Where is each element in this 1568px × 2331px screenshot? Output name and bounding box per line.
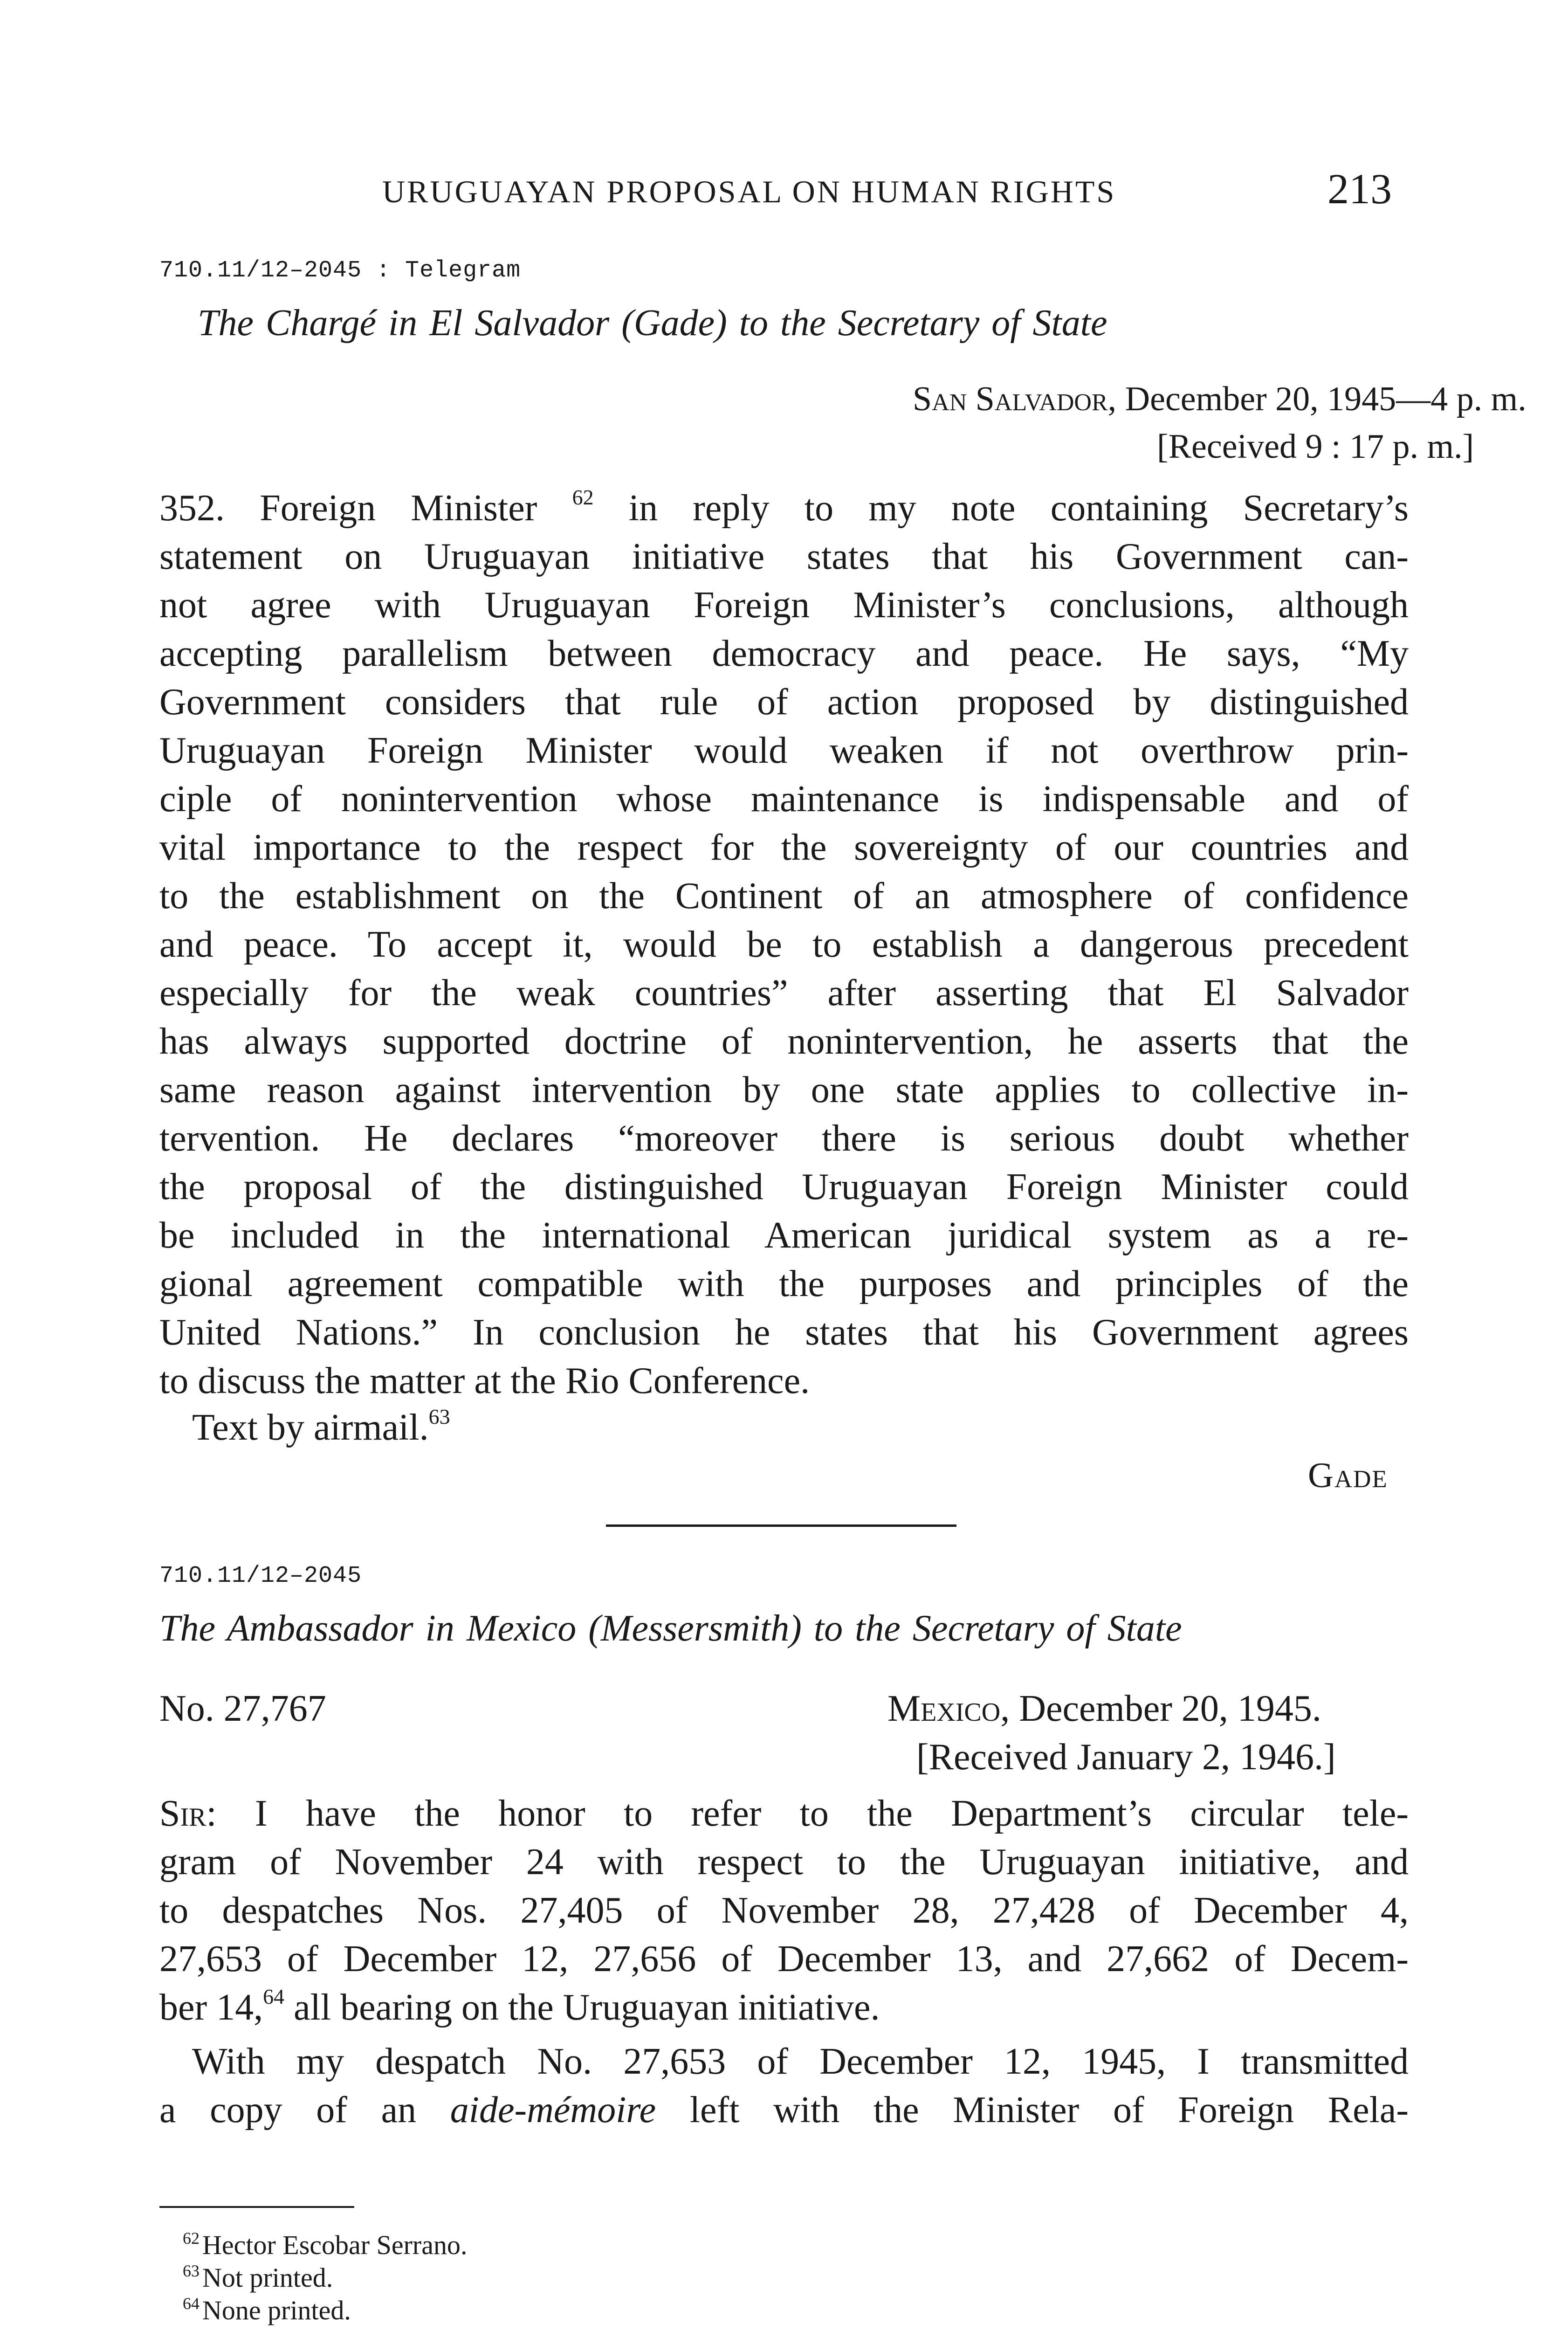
text-span: ber 14, (159, 1987, 263, 2028)
dateline (913, 379, 1527, 419)
paragraph-line (159, 2087, 1409, 2133)
footnote-text: Hector Escobar Serrano. (202, 2230, 468, 2260)
paragraph-line: vital importance to the respect for the sovereignty of our countries and (159, 827, 1409, 868)
footnote-ref: 62 (572, 485, 594, 509)
paragraph-line: statement on Uruguayan initiative states that his Government can- (159, 536, 1409, 577)
footnote-mark: 64 (183, 2294, 199, 2313)
italic-term: aide-mémoire (450, 2090, 656, 2131)
salutation: Sir (159, 1793, 206, 1834)
paragraph-line: United Nations.” In conclusion he states that his Government agrees (159, 1312, 1409, 1353)
footnote (183, 2287, 351, 2327)
text-span: all bearing on the Uruguayan initiative. (284, 1987, 880, 2028)
paragraph-line: to the establishment on the Continent of an atmosphere of confidence (159, 876, 1409, 917)
signature: Gade (1308, 1456, 1388, 1495)
running-head: URUGUAYAN PROPOSAL ON HUMAN RIGHTS (382, 174, 1116, 209)
dateline-place: Mexico (887, 1688, 1001, 1729)
footnote-ref: 63 (428, 1405, 450, 1428)
paragraph-line: to discuss the matter at the Rio Conference. (159, 1360, 810, 1401)
paragraph-line: Uruguayan Foreign Minister would weaken if not overthrow prin- (159, 730, 1409, 771)
text-span: Text by airmail. (192, 1407, 429, 1448)
paragraph-line: 27,653 of December 12, 27,656 of December 13, and 27,662 of Decem- (159, 1938, 1409, 1979)
text-span: in reply to my note containing Secretary’s (628, 488, 1409, 529)
text-span: a copy of an (159, 2090, 450, 2131)
paragraph-line (159, 1790, 1409, 1837)
text-span: : I have the honor to refer to the Department’s circular tele- (206, 1793, 1409, 1834)
received-line: [Received 9 : 17 p. m.] (1157, 428, 1474, 466)
document-heading: The Chargé in El Salvador (Gade) to the Secretary of State (198, 303, 1107, 344)
paragraph-line: to despatches Nos. 27,405 of November 28, 27,428 of December 4, (159, 1890, 1409, 1931)
footnote-rule (159, 2206, 354, 2208)
received-line: [Received January 2, 1946.] (916, 1737, 1336, 1778)
paragraph-line: especially for the weak countries” after asserting that El Salvador (159, 972, 1409, 1014)
footnote-mark: 62 (183, 2229, 199, 2248)
dateline (887, 1688, 1321, 1730)
paragraph-line: Government considers that rule of action proposed by distinguished (159, 682, 1409, 723)
paragraph-line: same reason against intervention by one state applies to collective in- (159, 1069, 1409, 1110)
paragraph-line (159, 485, 1409, 531)
dateline-date: , December 20, 1945—4 p. m. (1107, 380, 1527, 418)
paragraph-line: tervention. He declares “moreover there is serious doubt whether (159, 1118, 1409, 1159)
text-span: left with the Minister of Foreign Rela- (656, 2090, 1409, 2131)
file-reference: 710.11/12–2045 (159, 1563, 362, 1589)
paragraph-line: has always supported doctrine of nonintervention, he asserts that the (159, 1021, 1409, 1062)
file-reference: 710.11/12–2045 : Telegram (159, 257, 521, 284)
paragraph-line: gram of November 24 with respect to the Uruguayan initiative, and (159, 1841, 1409, 1883)
footnote-mark: 63 (183, 2262, 199, 2280)
section-divider (606, 1524, 956, 1527)
paragraph-line: and peace. To accept it, would be to establish a dangerous precedent (159, 924, 1409, 965)
paragraph-line: With my despatch No. 27,653 of December 12, 1945, I transmitted (192, 2041, 1409, 2082)
document-heading: The Ambassador in Mexico (Messersmith) to the Secretary of State (159, 1608, 1182, 1649)
paragraph-line (192, 1404, 1409, 1451)
page-number: 213 (1327, 165, 1392, 213)
paragraph-line: be included in the international American juridical system as a re- (159, 1215, 1409, 1256)
paragraph-line: accepting parallelism between democracy and peace. He says, “My (159, 633, 1409, 674)
paragraph-line: not agree with Uruguayan Foreign Minister’s conclusions, although (159, 585, 1409, 626)
despatch-number: No. 27,767 (159, 1688, 326, 1729)
paragraph-line: gional agreement compatible with the purposes and principles of the (159, 1263, 1409, 1304)
footnote-text: Not printed. (202, 2262, 333, 2293)
footnote-ref: 64 (263, 1985, 285, 2008)
paragraph-line: the proposal of the distinguished Uruguayan Foreign Minister could (159, 1166, 1409, 1207)
dateline-date: , December 20, 1945. (1000, 1688, 1321, 1729)
dateline-place: San Salvador (913, 380, 1108, 418)
text-span: 352. Foreign Minister (159, 488, 537, 529)
paragraph-line (159, 1984, 1409, 2031)
footnote-text: None printed. (202, 2295, 351, 2325)
paragraph-line: ciple of nonintervention whose maintenance is indispensable and of (159, 779, 1409, 820)
